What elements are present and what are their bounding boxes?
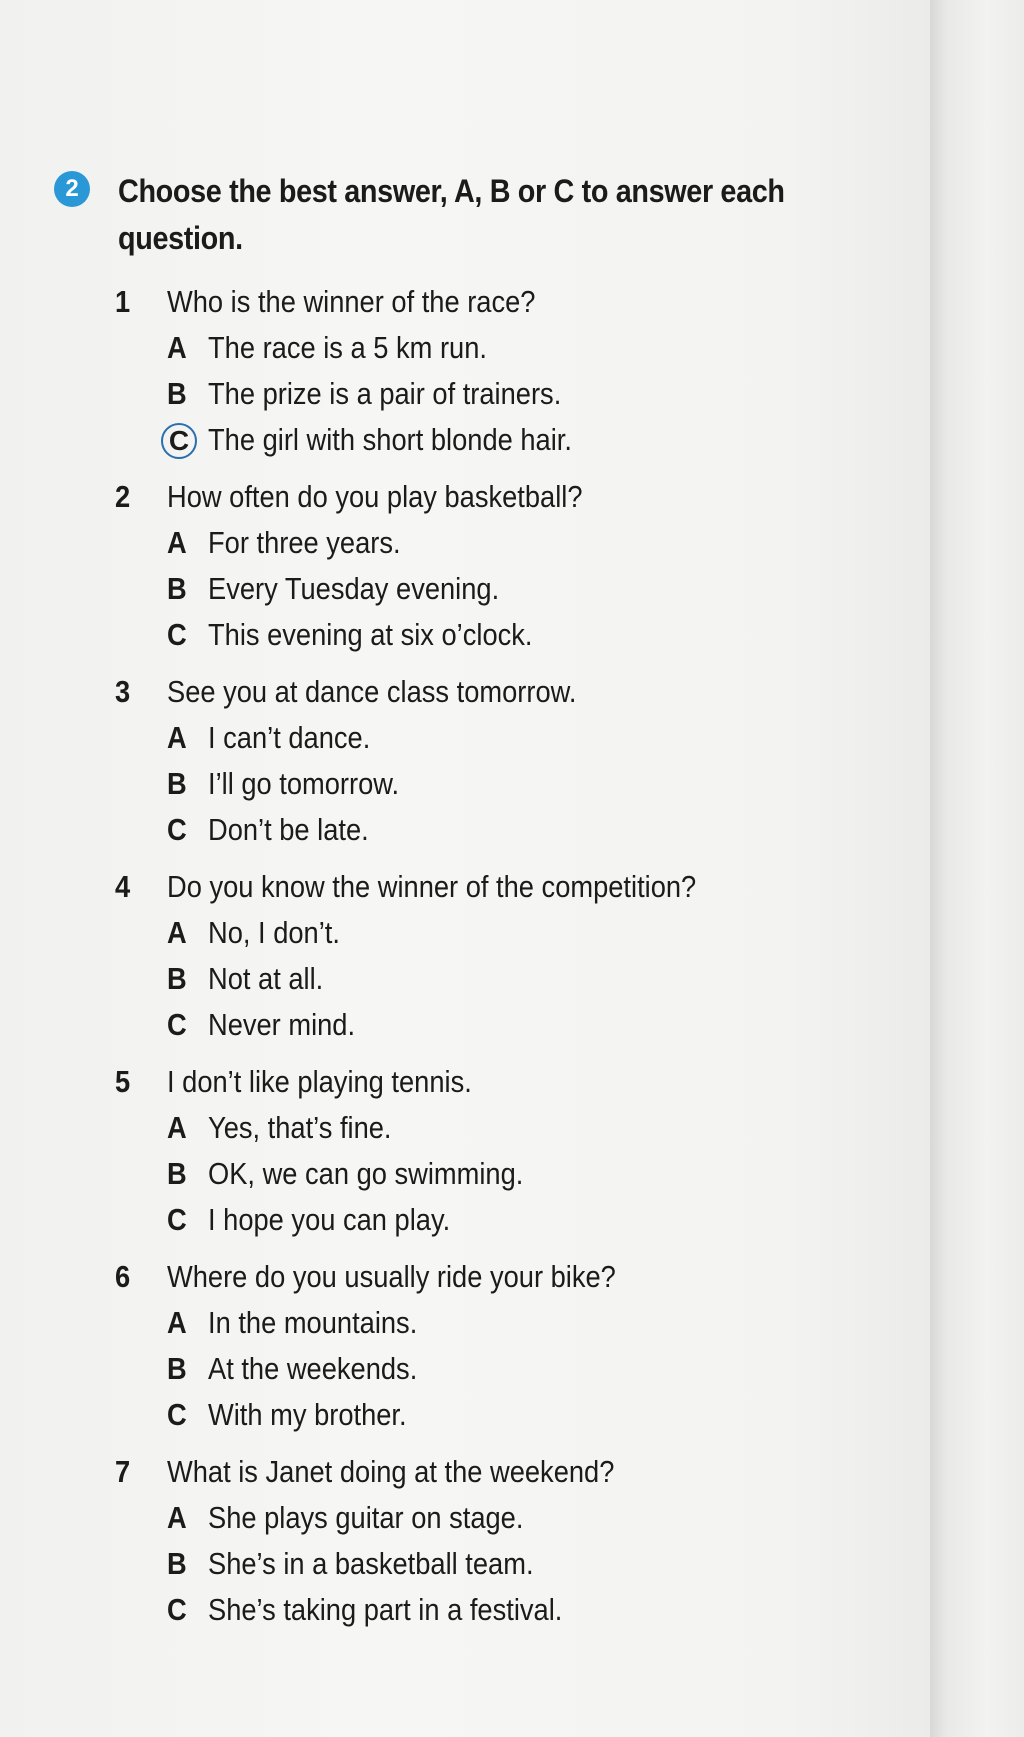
option-b[interactable] bbox=[115, 371, 895, 417]
option-a[interactable] bbox=[115, 1495, 895, 1541]
question-line bbox=[115, 278, 895, 325]
question-line bbox=[115, 1253, 895, 1300]
option-text: The girl with short blonde hair. bbox=[208, 422, 572, 457]
question-2 bbox=[115, 473, 895, 658]
question-number: 6 bbox=[115, 1259, 131, 1294]
option-letter: C bbox=[167, 1202, 187, 1237]
option-text: Every Tuesday evening. bbox=[208, 571, 500, 606]
question-text: Who is the winner of the race? bbox=[167, 284, 536, 319]
question-text: I don’t like playing tennis. bbox=[167, 1064, 472, 1099]
question-5 bbox=[115, 1058, 895, 1243]
question-number: 7 bbox=[115, 1454, 131, 1489]
option-text: The race is a 5 km run. bbox=[208, 330, 487, 365]
question-text: What is Janet doing at the weekend? bbox=[167, 1454, 615, 1489]
option-a[interactable] bbox=[115, 1105, 895, 1151]
question-line bbox=[115, 1448, 895, 1495]
option-c-selected[interactable] bbox=[115, 417, 895, 463]
option-letter: A bbox=[167, 915, 187, 950]
option-letter: A bbox=[167, 1305, 187, 1340]
exercise-number-badge: 2 bbox=[54, 171, 90, 207]
option-c[interactable] bbox=[115, 1197, 895, 1243]
option-letter: B bbox=[167, 766, 187, 801]
page-gutter bbox=[930, 0, 1024, 1737]
question-4 bbox=[115, 863, 895, 1048]
option-c[interactable] bbox=[115, 612, 895, 658]
question-line bbox=[115, 1058, 895, 1105]
option-letter: A bbox=[167, 525, 187, 560]
option-text: I hope you can play. bbox=[208, 1202, 451, 1237]
question-number: 2 bbox=[115, 479, 131, 514]
option-text: OK, we can go swimming. bbox=[208, 1156, 524, 1191]
option-text: This evening at six o’clock. bbox=[208, 617, 533, 652]
option-b[interactable] bbox=[115, 761, 895, 807]
option-letter: A bbox=[167, 330, 187, 365]
question-line bbox=[115, 473, 895, 520]
option-a[interactable] bbox=[115, 910, 895, 956]
exercise-instruction: Choose the best answer, A, B or C to answer each question. bbox=[118, 173, 785, 256]
option-letter: A bbox=[167, 1110, 187, 1145]
option-text: I’ll go tomorrow. bbox=[208, 766, 400, 801]
question-7 bbox=[115, 1448, 895, 1633]
option-c[interactable] bbox=[115, 1587, 895, 1633]
option-b[interactable] bbox=[115, 1151, 895, 1197]
option-b[interactable] bbox=[115, 1346, 895, 1392]
option-text: Never mind. bbox=[208, 1007, 356, 1042]
option-letter: C bbox=[167, 617, 187, 652]
option-letter: B bbox=[167, 961, 187, 996]
option-c[interactable] bbox=[115, 807, 895, 853]
option-letter: C bbox=[167, 1592, 187, 1627]
option-text: She’s taking part in a festival. bbox=[208, 1592, 563, 1627]
option-letter: B bbox=[167, 376, 187, 411]
option-text: At the weekends. bbox=[208, 1351, 418, 1386]
question-line bbox=[115, 668, 895, 715]
option-text: No, I don’t. bbox=[208, 915, 340, 950]
option-text: I can’t dance. bbox=[208, 720, 371, 755]
option-b[interactable] bbox=[115, 566, 895, 612]
option-letter: A bbox=[167, 720, 187, 755]
option-letter: B bbox=[167, 1351, 187, 1386]
option-letter: B bbox=[167, 1156, 187, 1191]
question-text: How often do you play basketball? bbox=[167, 479, 583, 514]
question-text: Where do you usually ride your bike? bbox=[167, 1259, 616, 1294]
option-letter: C bbox=[167, 1007, 187, 1042]
option-a[interactable] bbox=[115, 715, 895, 761]
question-list bbox=[115, 278, 895, 1643]
option-a[interactable] bbox=[115, 1300, 895, 1346]
option-letter: B bbox=[167, 1546, 187, 1581]
option-a[interactable] bbox=[115, 325, 895, 371]
option-text: Don’t be late. bbox=[208, 812, 369, 847]
option-text: In the mountains. bbox=[208, 1305, 418, 1340]
question-number: 1 bbox=[115, 284, 131, 319]
option-text: Yes, that’s fine. bbox=[208, 1110, 392, 1145]
question-text: See you at dance class tomorrow. bbox=[167, 674, 577, 709]
question-number: 5 bbox=[115, 1064, 131, 1099]
option-text: The prize is a pair of trainers. bbox=[208, 376, 562, 411]
option-letter: C bbox=[167, 1397, 187, 1432]
question-line bbox=[115, 863, 895, 910]
option-text: She’s in a basketball team. bbox=[208, 1546, 534, 1581]
question-text: Do you know the winner of the competition? bbox=[167, 869, 697, 904]
question-number: 3 bbox=[115, 674, 131, 709]
question-3 bbox=[115, 668, 895, 853]
option-text: With my brother. bbox=[208, 1397, 407, 1432]
question-1 bbox=[115, 278, 895, 463]
option-c[interactable] bbox=[115, 1392, 895, 1438]
option-text: For three years. bbox=[208, 525, 401, 560]
option-letter: C bbox=[167, 812, 187, 847]
option-text: She plays guitar on stage. bbox=[208, 1500, 524, 1535]
option-b[interactable] bbox=[115, 1541, 895, 1587]
option-text: Not at all. bbox=[208, 961, 324, 996]
option-letter-circled: C bbox=[161, 423, 197, 459]
option-letter: A bbox=[167, 1500, 187, 1535]
option-b[interactable] bbox=[115, 956, 895, 1002]
question-6 bbox=[115, 1253, 895, 1438]
option-letter: B bbox=[167, 571, 187, 606]
option-c[interactable] bbox=[115, 1002, 895, 1048]
option-a[interactable] bbox=[115, 520, 895, 566]
question-number: 4 bbox=[115, 869, 131, 904]
